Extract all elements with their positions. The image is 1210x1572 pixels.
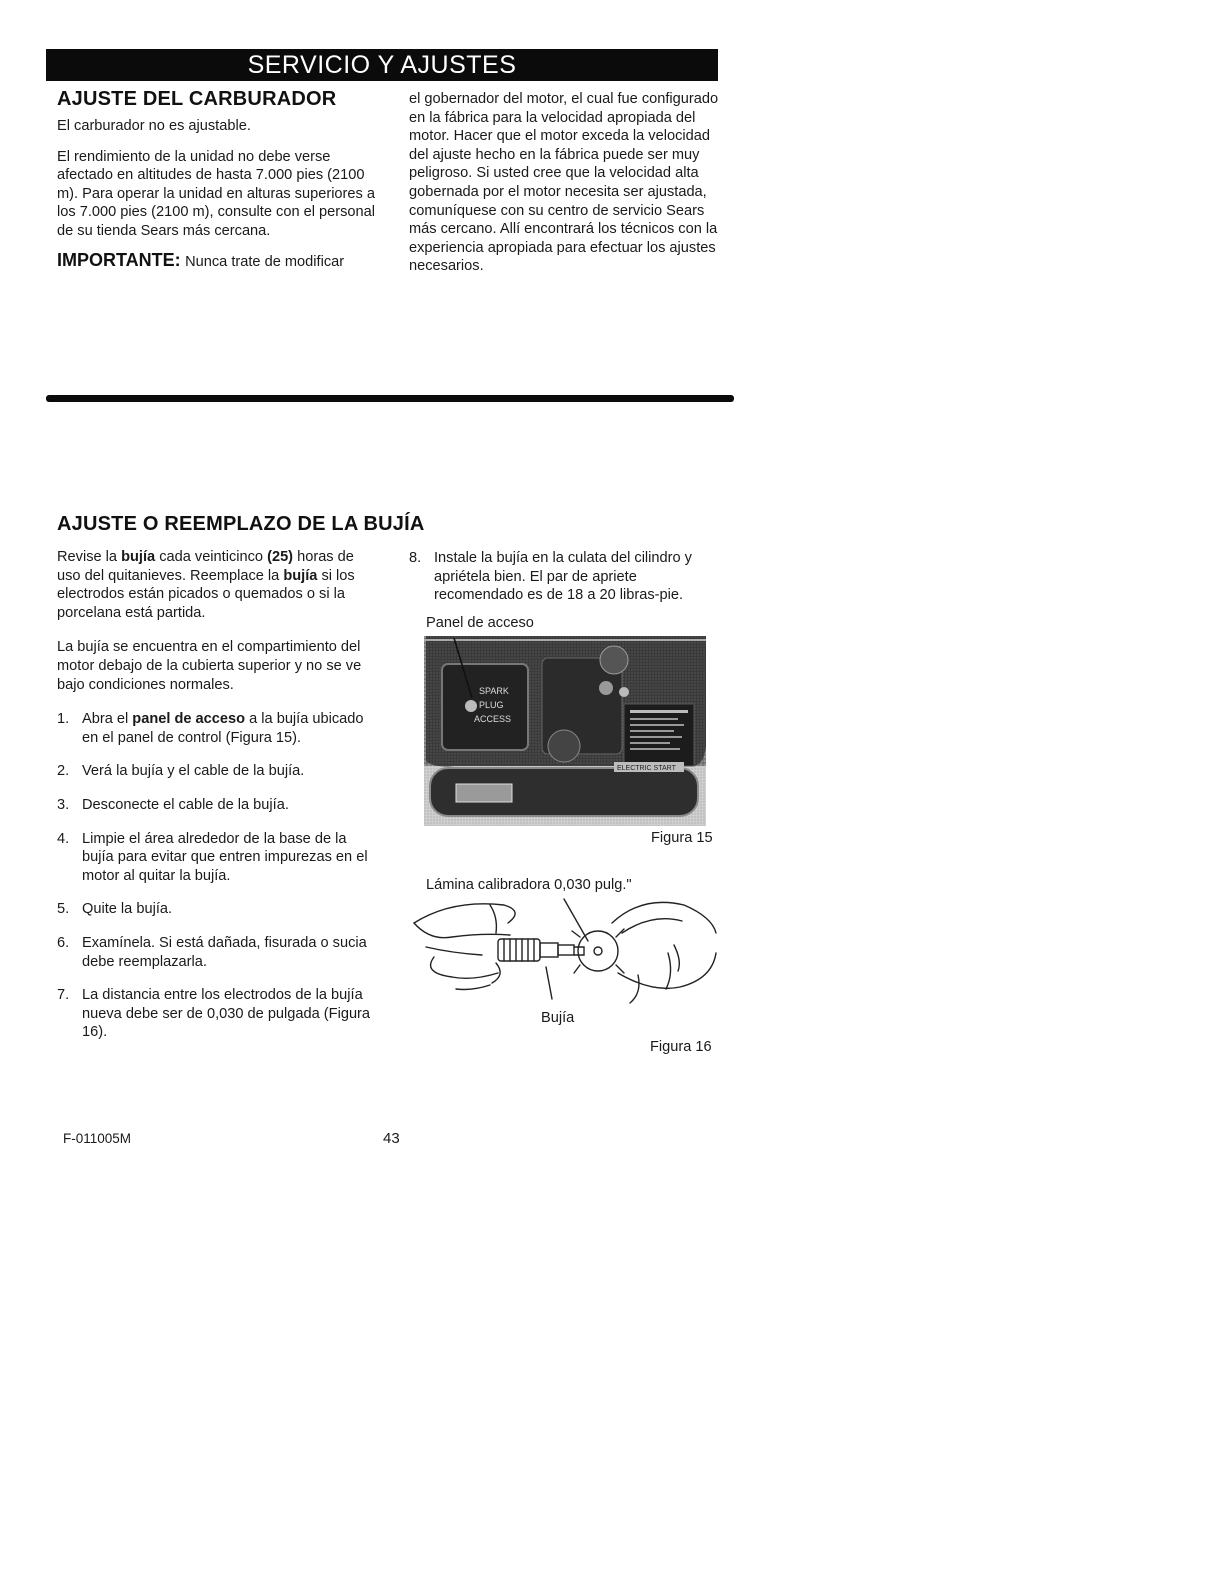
page-number: 43 — [383, 1130, 400, 1147]
step-text: a la bujía ubicado en el panel de control (Figura 15). — [82, 711, 364, 746]
step-number: 1. — [57, 711, 70, 728]
step-item — [57, 934, 375, 971]
figure15-photo — [424, 636, 706, 826]
feeler-gauge-illustration — [412, 893, 720, 1013]
step-item — [57, 830, 375, 886]
section-header-bar — [46, 49, 718, 81]
sparkplug-intro — [57, 548, 375, 622]
panel-text-access: ACCESS — [474, 714, 512, 724]
steps-list-continued — [409, 549, 727, 605]
important-label: IMPORTANTE: — [57, 249, 181, 270]
step-text: Quite la bujía. — [82, 901, 173, 918]
intro-text: si los electrodos están picados o quemados o si la porcelana está partida. — [57, 567, 355, 621]
important-note — [57, 249, 379, 273]
step-item — [57, 986, 375, 1042]
panel-text-spark: SPARK — [479, 686, 509, 696]
document-id: F-011005M — [63, 1131, 132, 1146]
step-text: Instale la bujía en la culata del cilindro y apriétela bien. El par de apriete recomendado es de 18 a 20 libras-pie. — [434, 550, 692, 604]
figure16-gauge-label: Lámina calibradora 0,030 pulg." — [426, 877, 632, 893]
figure16-drawing — [412, 893, 720, 1013]
sparkplug-heading: AJUSTE O REEMPLAZO DE LA BUJÍA — [57, 513, 425, 535]
step-text: Abra el — [82, 711, 133, 728]
step-text: Examínela. Si está dañada, fisurada o sucia debe reemplazarla. — [82, 934, 367, 970]
sparkplug-left-column — [57, 548, 375, 1042]
figure15-caption: Figura 15 — [651, 830, 713, 846]
sparkplug-right-column — [409, 549, 727, 605]
intro-bold-bujia: bujía — [283, 567, 318, 584]
electric-start-label: ELECTRIC START — [617, 765, 676, 772]
carburetor-paragraph-1: El carburador no es ajustable. — [57, 118, 251, 134]
step-item — [57, 796, 375, 815]
step-text: Limpie el área alrededor de la base de la bujía para evitar que entren impurezas en el motor al quitar la bujía. — [82, 830, 368, 884]
step-number: 7. — [57, 987, 70, 1004]
carburetor-left-column — [57, 117, 379, 273]
panel-text-plug: PLUG — [479, 700, 504, 710]
intro-text: cada veinticinco — [155, 549, 268, 565]
steps-list — [57, 710, 375, 1042]
intro-text: Revise la — [57, 549, 122, 565]
intro-text: horas de uso del quitanieves. Reemplace la — [57, 549, 354, 584]
step-number: 8. — [409, 550, 422, 566]
step-number: 3. — [57, 796, 70, 813]
step-bold-text: panel de acceso — [132, 711, 246, 728]
step-number: 4. — [57, 830, 70, 847]
step-item — [57, 710, 375, 747]
step-text: Desconecte el cable de la bujía. — [82, 796, 289, 813]
figure16-caption: Figura 16 — [650, 1039, 712, 1055]
important-text: Nunca trate de modificar — [185, 253, 345, 270]
step-item — [57, 900, 375, 919]
figure15-label: Panel de acceso — [426, 615, 534, 631]
carburetor-continuation: el gobernador del motor, el cual fue configurado en la fábrica para la velocidad apropiada del motor. Hacer que el motor exceda la velocidad del ajuste hecho en la fábrica puede ser muy peligroso. Si usted cree que la velocidad alta gobernada por el motor necesita ser ajustada, comuníquese con su centro de servicio Sears más cercano. Allí encontrará los técnicos con la experiencia apropiada para efectuar los ajustes necesarios. — [409, 91, 719, 275]
step-number: 5. — [57, 901, 70, 918]
step-text: Verá la bujía y el cable de la bujía. — [82, 763, 305, 780]
figure16-plug-label: Bujía — [541, 1010, 575, 1026]
sparkplug-location: La bujía se encuentra en el compartimiento del motor debajo de la cubierta superior y no se ve bajo condiciones normales. — [57, 639, 362, 693]
step-number: 6. — [57, 934, 70, 951]
section-title: SERVICIO Y AJUSTES — [247, 51, 517, 79]
step-number: 2. — [57, 763, 70, 780]
carburetor-heading: AJUSTE DEL CARBURADOR — [57, 88, 337, 110]
intro-bold-bujia: bujía — [121, 549, 156, 565]
carburetor-paragraph-2: El rendimiento de la unidad no debe verse afectado en altitudes de hasta 7.000 pies (2100 m). Para operar la unidad en alturas superiores a los 7.000 pies (2100 m), consulte con el personal de su tienda Sears más cercana. — [57, 148, 376, 239]
intro-bold-hours: (25) — [267, 549, 294, 565]
step-item — [409, 549, 727, 605]
step-text: La distancia entre los electrodos de la bujía nueva debe ser de 0,030 de pulgada (Figura 16). — [82, 987, 371, 1041]
control-panel-illustration — [424, 636, 706, 826]
section-divider — [46, 395, 734, 402]
step-item — [57, 762, 375, 781]
